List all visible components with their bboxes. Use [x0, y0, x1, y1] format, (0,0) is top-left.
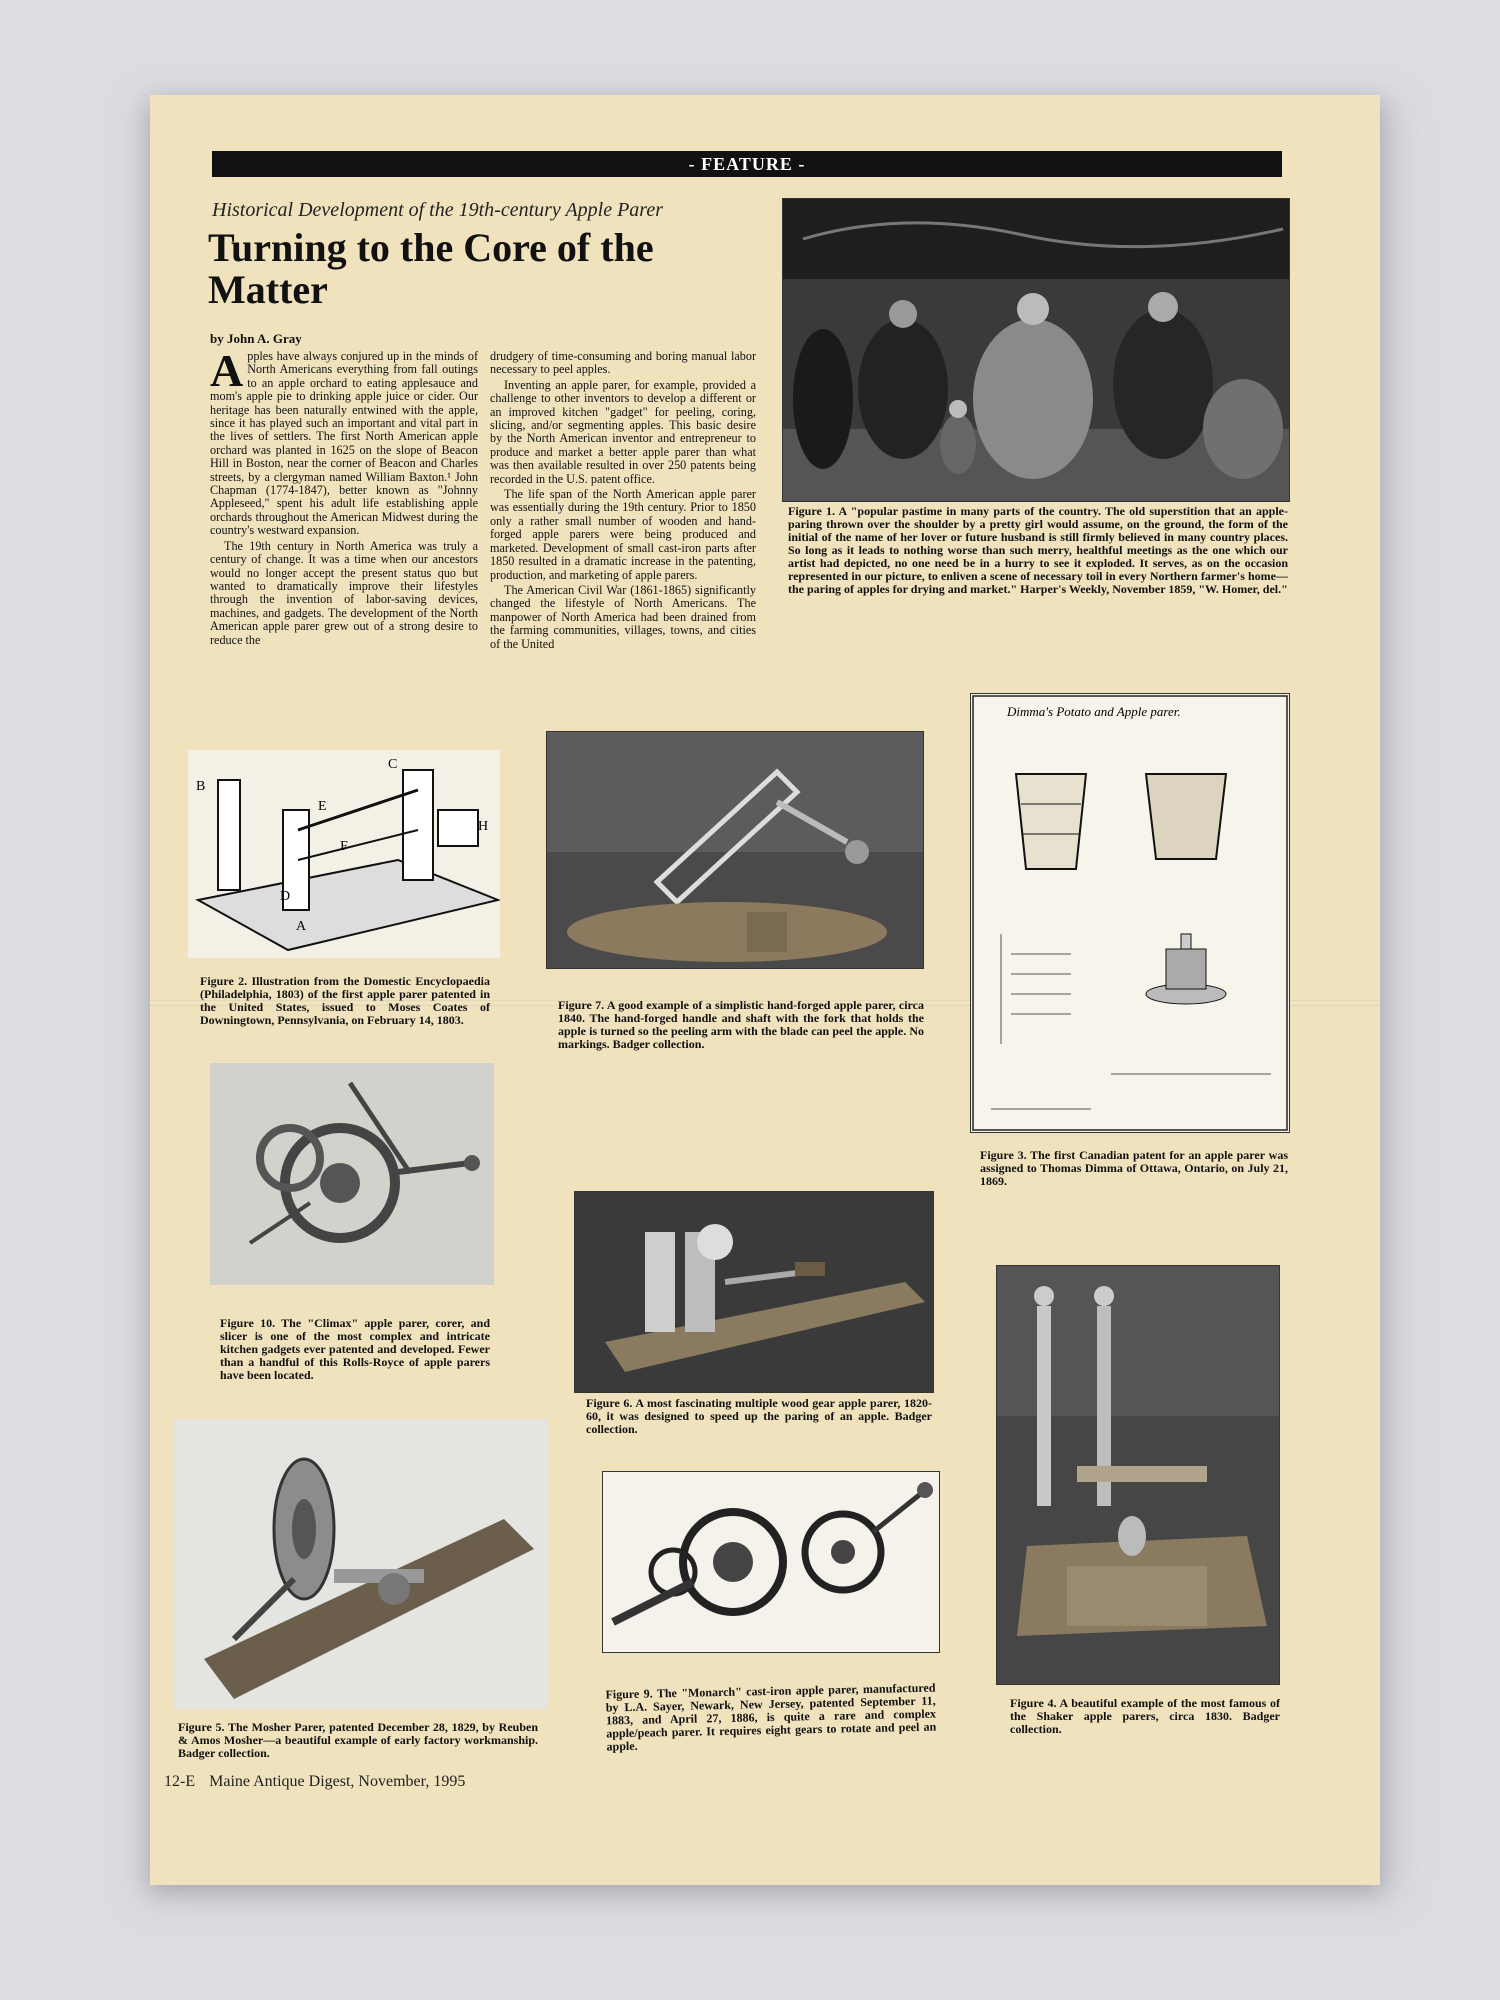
- article-kicker: Historical Development of the 19th-century Apple Parer: [212, 199, 664, 221]
- figure-2-caption: Figure 2. Illustration from the Domestic Encyclopaedia (Philadelphia, 1803) of the first apple parer patented in the United States, issued to Moses Coates of Downingtown, Pennsylvania, on February 14, 1803.: [200, 974, 490, 1027]
- section-banner: - FEATURE -: [212, 151, 1282, 177]
- svg-text:E: E: [318, 799, 327, 814]
- figure-4-caption: Figure 4. A beautiful example of the most famous of the Shaker apple parers, circa 1830. Badger collection.: [1010, 1696, 1280, 1736]
- article-headline: Turning to the Core of the Matter: [208, 225, 654, 312]
- svg-text:F: F: [340, 839, 348, 854]
- col2-paragraph-4: The American Civil War (1861-1865) significantly changed the lifestyle of North Americans. The manpower of North America had been drained from the farming communities, villages, towns, and cities of the United: [490, 582, 756, 651]
- figure-4-photo: [996, 1265, 1280, 1685]
- figure-2-illustration: [188, 750, 500, 958]
- figure-1-caption: Figure 1. A "popular pastime in many parts of the country. The old superstition that an apple-paring thrown over the shoulder by a pretty girl would assume, on the ground, the form of the initial of the name of her lover or future husband is still firmly believed in many country places. So long as it leads to nothing worse than such merry, healthful meetings as the one which our artist had depicted, no one need be in a hurry to see it exploded. It serves, as on the occasion represented in our picture, to enliven a scene of necessary toil in every Northern farmer's home—the paring of apples for drying and market." Harper's Weekly, November 1859, "W. Homer, del.": [788, 504, 1288, 596]
- figure-9-engraving: [602, 1471, 940, 1653]
- figure-6-caption: Figure 6. A most fascinating multiple wood gear apple parer, 1820-60, it was designed to speed up the paring of an apple. Badger collection.: [586, 1396, 932, 1436]
- page-number: 12-E: [164, 1773, 196, 1790]
- svg-text:B: B: [196, 779, 206, 794]
- figure-5-photo: [174, 1419, 548, 1709]
- figure-3-caption: Figure 3. The first Canadian patent for an apple parer was assigned to Thomas Dimma of Ottawa, Ontario, on July 21, 1869.: [980, 1148, 1288, 1188]
- drop-cap: A: [210, 345, 244, 396]
- article-column-2: [490, 350, 756, 653]
- newspaper-page: [150, 95, 1380, 1885]
- col2-paragraph-2: Inventing an apple parer, for example, provided a challenge to other inventors to develop a different or an improved kitchen "gadget" for peeling, coring, slicing, and/or segmenting apples. This basic desire by the North American inventor and entrepreneur to produce and market a better apple parer than what was then available resulted in over 250 patents being recorded in the U.S. patent office.: [490, 377, 756, 486]
- figure-10-photo: [210, 1063, 494, 1285]
- figure-7-photo: [546, 731, 924, 969]
- figure-3-patent-title: Dimma's Potato and Apple parer.: [1007, 704, 1181, 719]
- page-footer: [164, 1773, 479, 1791]
- svg-text:A: A: [296, 919, 307, 934]
- col1-paragraph-1: pples have always conjured up in the minds of North Americans everything from fall outings to an apple orchard to eating applesauce and mom's apple pie to drinking apple juice or cider. Our heritage has been naturally entwined with the apple, since it has played such an important and vital part in the lives of settlers. The first North American apple orchard was planted in 1625 on the slope of Beacon Hill in Boston, near the corner of Beacon and Charles streets, by a clergyman named William Baxton.¹ John Chapman (1774-1847), better known as "Johnny Appleseed," spent his adult life establishing apple orchards throughout the American Midwest during the country's westward expansion.: [210, 349, 478, 538]
- figure-7-caption: Figure 7. A good example of a simplistic hand-forged apple parer, circa 1840. The hand-forged handle and shaft with the fork that holds the apple is turned so the peeling arm with the blade can peel the apple. No markings. Badger collection.: [558, 998, 924, 1051]
- col2-paragraph-1: drudgery of time-consuming and boring manual labor necessary to peel apples.: [490, 349, 756, 377]
- col1-paragraph-2: The 19th century in North America was truly a century of change. It was a time when our ancestors would no longer accept the present status quo but wanted to dramatically improve their lifestyles through the invention of labor-saving devices, machines, and gadgets. The development of the North American apple parer grew out of a strong desire to reduce the: [210, 538, 478, 647]
- figure-1-engraving: [782, 198, 1290, 502]
- col2-paragraph-3: The life span of the North American apple parer was essentially during the 19th century. Prior to 1850 only a rather small number of wooden and hand-forged apple parers were being produced and marketed. Development of small cast-iron parts after 1850 resulted in a dramatic increase in the patenting, production, and marketing of apple parers.: [490, 487, 756, 582]
- article-byline: by John A. Gray: [210, 331, 302, 346]
- figure-6-photo: [574, 1191, 934, 1393]
- figure-3-patent-drawing: [970, 693, 1290, 1133]
- article-column-1: [210, 345, 478, 649]
- figure-10-caption: Figure 10. The "Climax" apple parer, corer, and slicer is one of the most complex and intricate kitchen gadgets ever patented and developed. Fewer than a handful of this Rolls-Royce of apple parers have been located.: [220, 1316, 490, 1382]
- svg-text:D: D: [280, 889, 291, 904]
- figure-5-caption: Figure 5. The Mosher Parer, patented December 28, 1829, by Reuben & Amos Mosher—a beautiful example of early factory workmanship. Badger collection.: [178, 1720, 538, 1760]
- svg-text:C: C: [388, 757, 398, 772]
- figure-9-caption: Figure 9. The "Monarch" cast-iron apple parer, manufactured by L.A. Sayer, Newark, New Jersey, patented September 11, 1883, and April 27, 1886, is quite a rare and complex apple/peach parer. It requires eight gears to rotate and peel an apple.: [605, 1680, 937, 1754]
- publication-name: Maine Antique Digest, November, 1995: [209, 1773, 466, 1790]
- svg-text:H: H: [478, 819, 489, 834]
